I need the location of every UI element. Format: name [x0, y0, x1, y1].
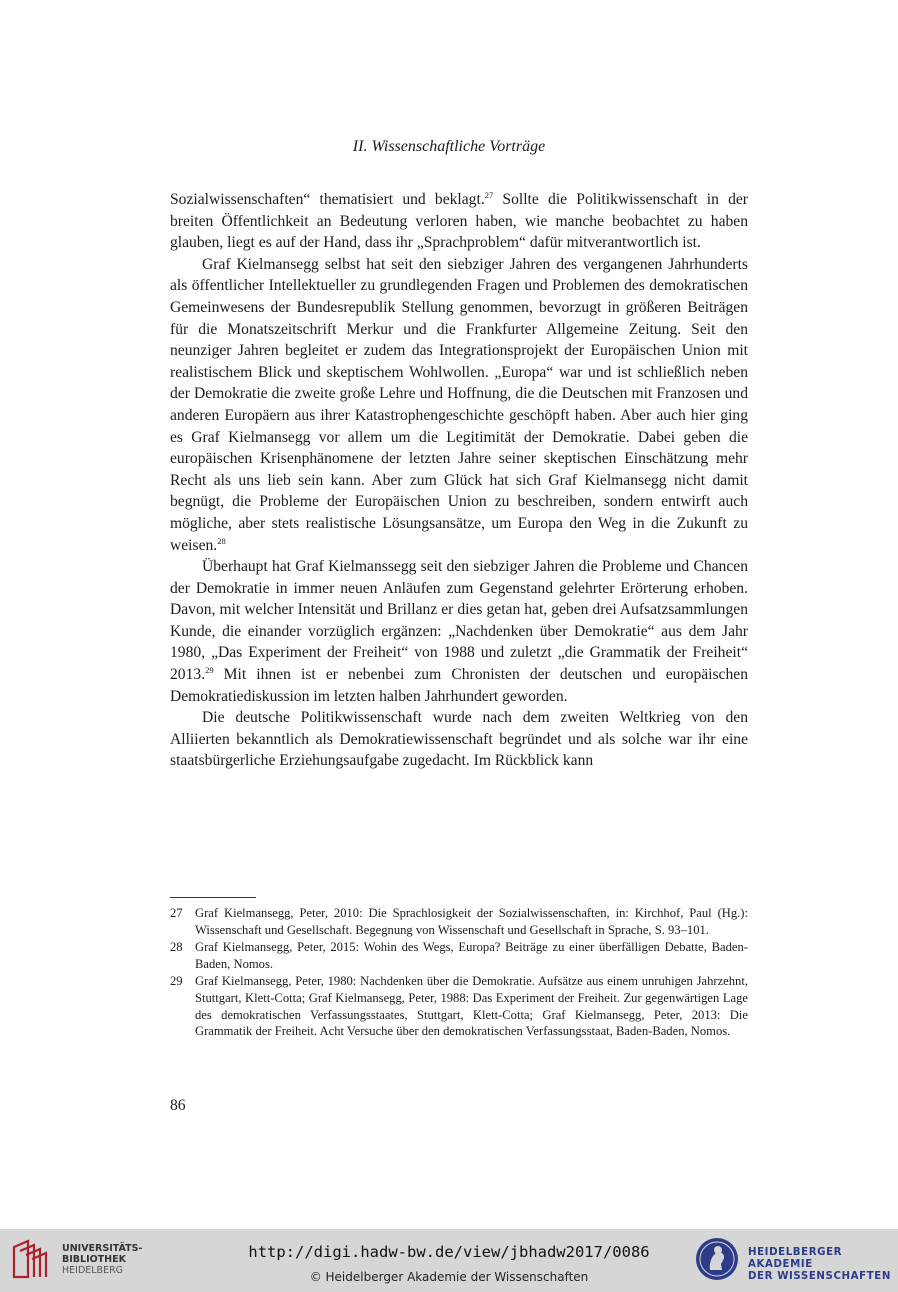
- footnote-number: 29: [170, 974, 183, 989]
- footnote: [170, 905, 748, 938]
- body-text: [170, 189, 748, 772]
- academy-seal-icon[interactable]: [694, 1236, 740, 1282]
- running-head: II. Wissenschaftliche Vorträge: [352, 138, 546, 155]
- academy-label: HEIDELBERGER AKADEMIE DER WISSENSCHAFTEN: [748, 1247, 891, 1282]
- footnote-text: Graf Kielmansegg, Peter, 1980: Nachdenken über die Demokratie. Aufsätze aus einem unruhigen Jahrzehnt, Stuttgart, Klett-Cotta; Graf Kielmansegg, Peter, 1988: Das Experiment der Freiheit. Zur gegenwärtigen Lage des demokratischen Verfassungsstaates, Stuttgart, Klett-Cotta; Graf Kielmansegg, Peter, 2013: Die Grammatik der Freiheit. Acht Versuche über den demokratischen Verfassungsstaat, Baden-Baden, Nomos.: [195, 974, 748, 1039]
- footnote-ref[interactable]: 27: [484, 190, 494, 200]
- footnotes: [170, 905, 748, 1041]
- page-number: 86: [170, 1097, 186, 1114]
- footnote: [170, 973, 748, 1039]
- footnote-text: Graf Kielmansegg, Peter, 2010: Die Sprachlosigkeit der Sozialwissenschaften, in: Kirchhof, Paul (Hg.): Wissenschaft und Gesellschaft. Begegnung von Wissenschaft und Gesellschaft in Sprache, S. 93–101.: [195, 906, 748, 937]
- footnote-number: 28: [170, 940, 183, 955]
- paragraph: Die deutsche Politikwissenschaft wurde nach dem zweiten Weltkrieg von den Alliierten bekanntlich als Demokratiewissenschaft begründet und als solche war ihr eine staatsbürgerliche Erziehungsaufgabe zugedacht. Im Rückblick kann: [170, 709, 748, 770]
- paragraph: Sozialwissenschaften“ thematisiert und beklagt.$^{27}$ Sollte die Politikwissenschaft in der breiten Öffentlichkeit an Bedeutung verloren haben, wie manche beobachtet zu haben glauben, liegt es auf der Hand, dass ihr „Sprachproblem“ dafür mitverantwortlich ist.: [170, 190, 749, 252]
- paragraph: Graf Kielmansegg selbst hat seit den siebziger Jahren des vergangenen Jahrhunderts als öffentlicher Intellektueller zu grundlegenden Fragen und Problemen des demokratischen Gemeinwesens der Bundesrepublik Stellung genommen, bevorzugt in größeren Beiträgen für die Monatszeitschrift Merkur und die Frankfurter Allgemeine Zeitung. Seit den neunziger Jahren begleitet er zudem das Integrationsprojekt der Europäischen Union mit realistischem Blick und skeptischem Wohlwollen. „Europa“ war und ist schließlich neben der Demokratie die zweite große Lehre und Hoffnung, die die Deutschen mit Franzosen und anderen Europäern aus ihrer Katastrophengeschichte geschöpft haben. Aber auch hier ging es Graf Kielmansegg vor allem um die Legitimität der Demokratie. Dabei geben die europäischen Krisenphänomene der letzten Jahre seiner skeptischen Einschätzung mehr Recht als uns lieb sein kann. Aber zum Glück hat sich Graf Kielmansegg nicht damit begnügt, die Probleme der Europäischen Union zu beschreiben, sondern entwirft auch mögliche, aber stets realistische Lösungsansätze, um Europa den Weg in die Zukunft zu weisen.$^{28}$: [170, 255, 748, 554]
- footnote-text: Graf Kielmansegg, Peter, 2015: Wohin des Wegs, Europa? Beiträge zu einer überfälligen Debatte, Baden-Baden, Nomos.: [195, 940, 748, 971]
- footnote-ref[interactable]: 28: [217, 535, 226, 546]
- footnote-number: 27: [170, 906, 183, 920]
- footnote: [170, 939, 748, 972]
- footnote-divider: [170, 897, 256, 898]
- university-library-label: UNIVERSITÄTS- BIBLIOTHEK HEIDELBERG: [62, 1243, 143, 1276]
- footnote-ref[interactable]: 29: [205, 665, 214, 676]
- permalink-url[interactable]: http://digi.hadw-bw.de/view/jbhadw2017/0086: [248, 1243, 650, 1261]
- paragraph: Überhaupt hat Graf Kielmanssegg seit den siebziger Jahren die Probleme und Chancen der Demokratie in immer neuen Anläufen zum Gegenstand gelehrter Erörterung erhoben. Davon, mit welcher Intensität und Brillanz er dies getan hat, geben drei Aufsatzsammlungen Kunde, die einander vorzüglich ergänzen: „Nachdenken über Demokratie“ aus dem Jahr 1980, „Das Experiment der Freiheit“ von 1988 und zuletzt „die Grammatik der Freiheit“ 2013.29 Mit ihnen ist er nebenbei zum Chronisten der deutschen und europäischen Demokratiediskussion im letzten halben Jahrhundert geworden.: [170, 558, 748, 705]
- copyright-notice: © Heidelberger Akademie der Wissenschaften: [309, 1270, 589, 1284]
- footer-bar: [0, 1229, 898, 1292]
